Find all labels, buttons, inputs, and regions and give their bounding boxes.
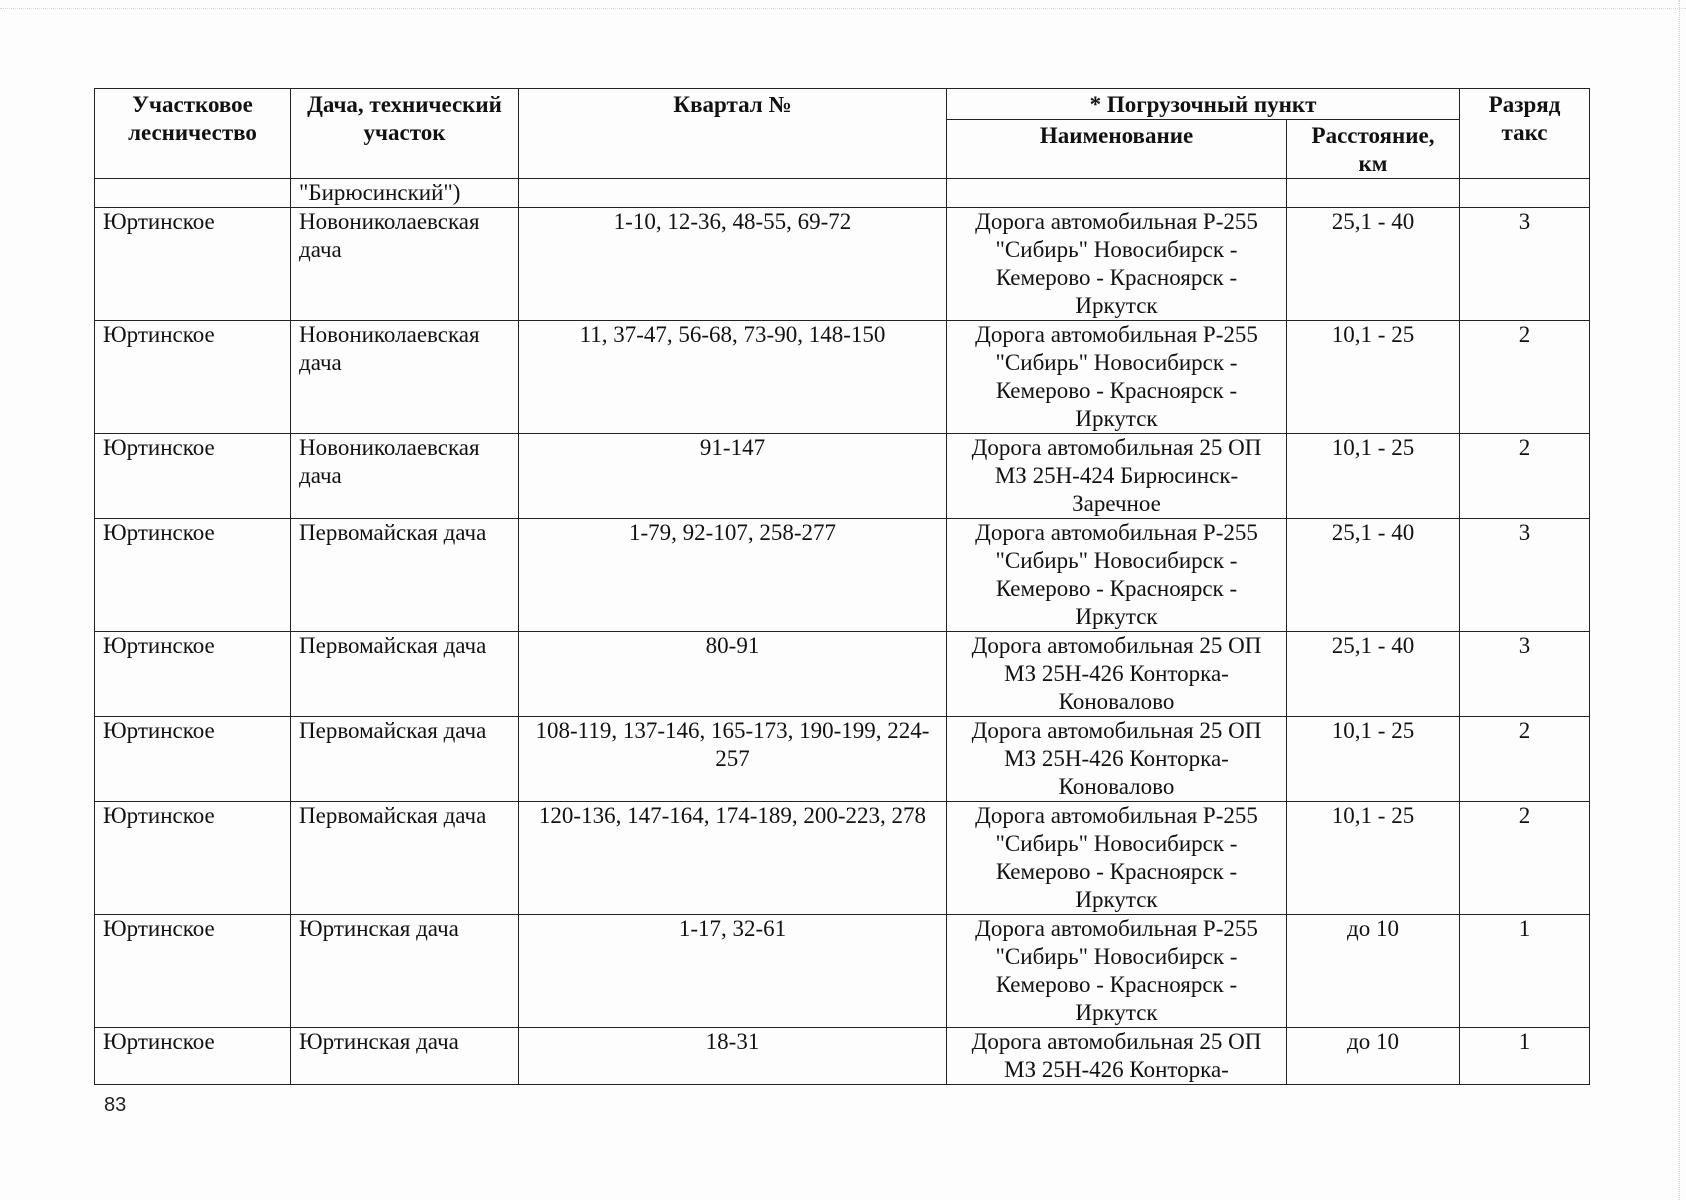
cell-quarter: 1-79, 92-107, 258-277 bbox=[519, 519, 947, 632]
cell-district: Юртинское bbox=[95, 208, 291, 321]
header-loading-point: * Погрузочный пункт bbox=[947, 89, 1460, 120]
cell-quarter: 1-10, 12-36, 48-55, 69-72 bbox=[519, 208, 947, 321]
table-row bbox=[95, 208, 1590, 321]
cell-quarter: 91-147 bbox=[519, 434, 947, 519]
cell-quarter: 1-17, 32-61 bbox=[519, 915, 947, 1028]
cell-rank: 2 bbox=[1460, 321, 1590, 434]
cell-dacha: Первомайская дача bbox=[291, 802, 519, 915]
cell-district bbox=[95, 179, 291, 208]
cell-quarter bbox=[519, 179, 947, 208]
cell-name: Дорога автомобильная 25 ОП МЗ 25Н-426 Конторка-Коновалово bbox=[947, 632, 1287, 717]
cell-distance: 10,1 - 25 bbox=[1287, 321, 1460, 434]
continuation-row bbox=[95, 179, 1590, 208]
header-name: Наименование bbox=[947, 120, 1287, 179]
cell-district: Юртинское bbox=[95, 632, 291, 717]
header-quarter: Квартал № bbox=[519, 89, 947, 179]
cell-name: Дорога автомобильная 25 ОП МЗ 25Н-426 Конторка- bbox=[947, 1028, 1287, 1085]
page-number: 83 bbox=[104, 1094, 127, 1116]
cell-dacha: Первомайская дача bbox=[291, 632, 519, 717]
header-distance: Расстояние, км bbox=[1287, 120, 1460, 179]
cell-rank: 3 bbox=[1460, 519, 1590, 632]
cell-quarter: 11, 37-47, 56-68, 73-90, 148-150 bbox=[519, 321, 947, 434]
cell-distance bbox=[1287, 179, 1460, 208]
cell-rank: 2 bbox=[1460, 802, 1590, 915]
cell-district: Юртинское bbox=[95, 321, 291, 434]
cell-distance: 10,1 - 25 bbox=[1287, 802, 1460, 915]
cell-dacha: Новониколаевская дача bbox=[291, 321, 519, 434]
cell-district: Юртинское bbox=[95, 1028, 291, 1085]
cell-quarter: 18-31 bbox=[519, 1028, 947, 1085]
cell-rank bbox=[1460, 179, 1590, 208]
cell-distance: 25,1 - 40 bbox=[1287, 632, 1460, 717]
cell-rank: 1 bbox=[1460, 1028, 1590, 1085]
cell-name: Дорога автомобильная 25 ОП МЗ 25Н-426 Конторка-Коновалово bbox=[947, 717, 1287, 802]
scan-border-top bbox=[0, 8, 1686, 9]
cell-name: Дорога автомобильная Р-255 "Сибирь" Новосибирск - Кемерово - Красноярск - Иркутск bbox=[947, 208, 1287, 321]
table-header bbox=[95, 89, 1590, 179]
cell-dacha: Юртинская дача bbox=[291, 915, 519, 1028]
cell-name: Дорога автомобильная Р-255 "Сибирь" Новосибирск - Кемерово - Красноярск - Иркутск bbox=[947, 802, 1287, 915]
cell-distance: 10,1 - 25 bbox=[1287, 717, 1460, 802]
cell-rank: 1 bbox=[1460, 915, 1590, 1028]
cell-rank: 3 bbox=[1460, 208, 1590, 321]
cell-distance: 10,1 - 25 bbox=[1287, 434, 1460, 519]
scan-border-right bbox=[1679, 0, 1680, 1200]
header-dacha: Дача, технический участок bbox=[291, 89, 519, 179]
cell-district: Юртинское bbox=[95, 915, 291, 1028]
table-row bbox=[95, 717, 1590, 802]
table-row bbox=[95, 802, 1590, 915]
cell-name: Дорога автомобильная 25 ОП МЗ 25Н-424 Бирюсинск-Заречное bbox=[947, 434, 1287, 519]
cell-distance: до 10 bbox=[1287, 915, 1460, 1028]
cell-name bbox=[947, 179, 1287, 208]
cell-quarter: 80-91 bbox=[519, 632, 947, 717]
header-district: Участковое лесничество bbox=[95, 89, 291, 179]
table-row bbox=[95, 321, 1590, 434]
table-row bbox=[95, 632, 1590, 717]
cell-rank: 3 bbox=[1460, 632, 1590, 717]
cell-quarter: 108-119, 137-146, 165-173, 190-199, 224-257 bbox=[519, 717, 947, 802]
cell-dacha: Первомайская дача bbox=[291, 717, 519, 802]
table-row bbox=[95, 1028, 1590, 1085]
cell-name: Дорога автомобильная Р-255 "Сибирь" Новосибирск - Кемерово - Красноярск - Иркутск bbox=[947, 915, 1287, 1028]
cell-dacha: Новониколаевская дача bbox=[291, 434, 519, 519]
cell-dacha: "Бирюсинский") bbox=[291, 179, 519, 208]
cell-rank: 2 bbox=[1460, 717, 1590, 802]
cell-district: Юртинское bbox=[95, 434, 291, 519]
cell-distance: 25,1 - 40 bbox=[1287, 519, 1460, 632]
cell-district: Юртинское bbox=[95, 802, 291, 915]
table-body bbox=[95, 179, 1590, 1085]
cell-distance: 25,1 - 40 bbox=[1287, 208, 1460, 321]
header-rank: Разряд такс bbox=[1460, 89, 1590, 179]
table-row bbox=[95, 915, 1590, 1028]
cell-name: Дорога автомобильная Р-255 "Сибирь" Новосибирск - Кемерово - Красноярск - Иркутск bbox=[947, 321, 1287, 434]
cell-dacha: Новониколаевская дача bbox=[291, 208, 519, 321]
cell-quarter: 120-136, 147-164, 174-189, 200-223, 278 bbox=[519, 802, 947, 915]
cell-dacha: Юртинская дача bbox=[291, 1028, 519, 1085]
cell-dacha: Первомайская дача bbox=[291, 519, 519, 632]
cell-name: Дорога автомобильная Р-255 "Сибирь" Новосибирск - Кемерово - Красноярск - Иркутск bbox=[947, 519, 1287, 632]
cell-distance: до 10 bbox=[1287, 1028, 1460, 1085]
loading-points-table bbox=[94, 88, 1590, 1085]
table-row bbox=[95, 519, 1590, 632]
cell-rank: 2 bbox=[1460, 434, 1590, 519]
cell-district: Юртинское bbox=[95, 717, 291, 802]
table-row bbox=[95, 434, 1590, 519]
cell-district: Юртинское bbox=[95, 519, 291, 632]
